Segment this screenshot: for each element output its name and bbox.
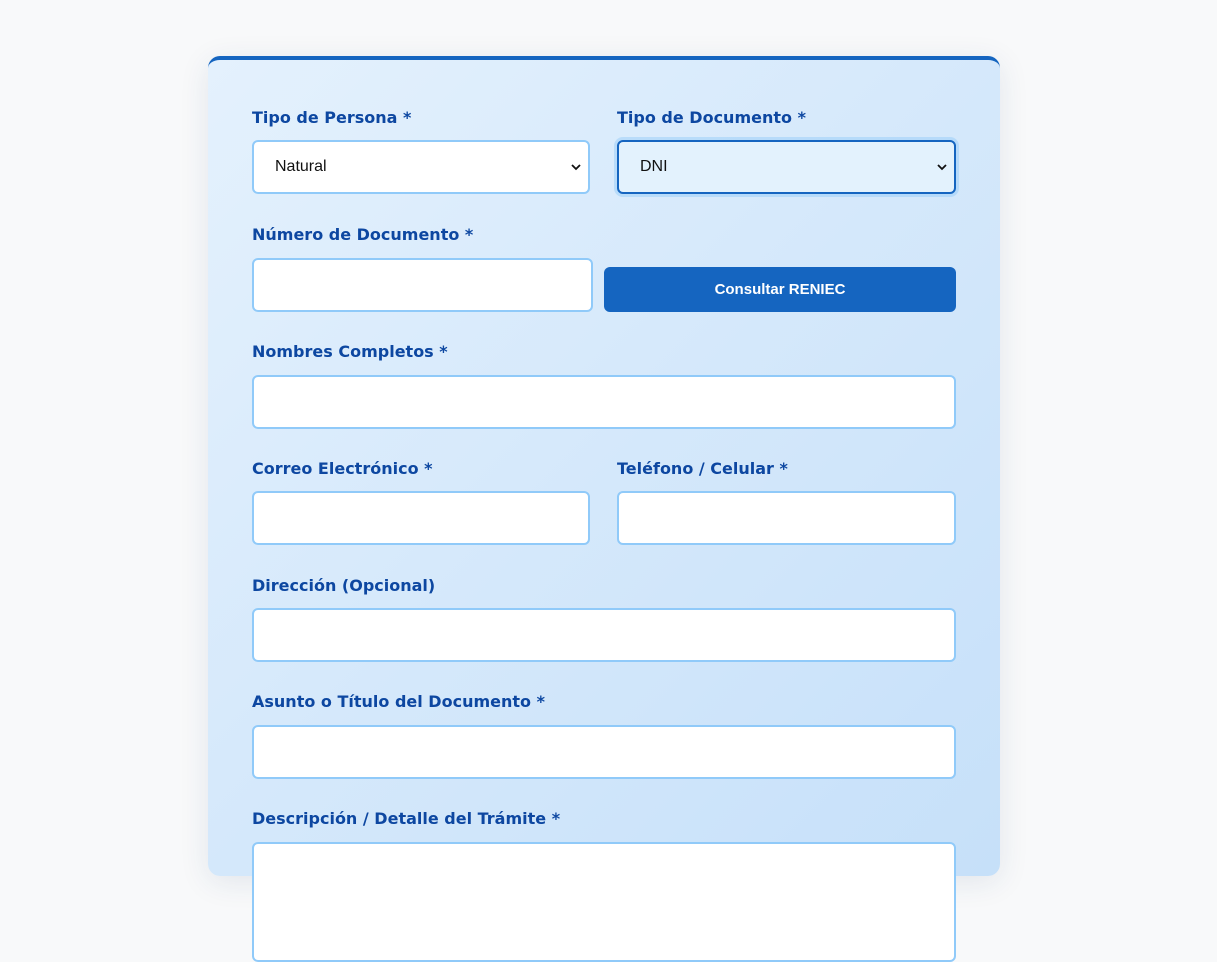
numero-documento-label: Número de Documento * [252,225,474,244]
correo-input[interactable] [252,491,590,545]
numero-documento-input[interactable] [252,258,593,312]
direccion-input[interactable] [252,608,956,662]
nombres-label: Nombres Completos * [252,342,448,361]
chevron-down-icon [570,161,582,173]
chevron-down-icon [936,161,948,173]
registration-form-card [208,56,1000,876]
consultar-reniec-button[interactable]: Consultar RENIEC [604,267,956,312]
tipo-documento-select[interactable] [617,140,956,194]
tipo-persona-value: Natural [275,158,327,175]
telefono-input[interactable] [617,491,956,545]
tipo-persona-label: Tipo de Persona * [252,108,412,127]
correo-label: Correo Electrónico * [252,459,433,478]
tipo-documento-label: Tipo de Documento * [617,108,806,127]
tipo-persona-select[interactable] [252,140,590,194]
telefono-label: Teléfono / Celular * [617,459,788,478]
descripcion-label: Descripción / Detalle del Trámite * [252,809,561,828]
nombres-input[interactable] [252,375,956,429]
asunto-input[interactable] [252,725,956,779]
descripcion-textarea[interactable] [252,842,956,962]
tipo-documento-value: DNI [640,158,668,175]
direccion-label: Dirección (Opcional) [252,576,436,595]
asunto-label: Asunto o Título del Documento * [252,692,545,711]
